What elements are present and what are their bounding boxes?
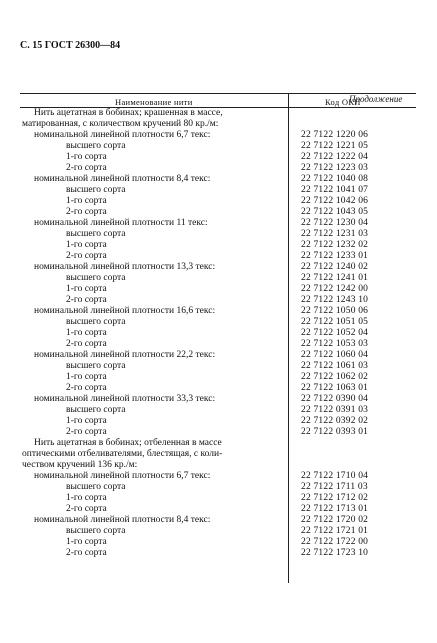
okp-code: 22 7122 1063 01 [301,383,369,393]
okp-code: 22 7122 1231 03 [301,229,369,239]
okp-code: 22 7122 1062 02 [301,372,369,382]
okp-code: 22 7122 1243 10 [301,295,369,305]
grade-label: 2-го сорта [66,295,107,305]
grade-label: 1-го сорта [66,284,107,294]
grade-label: 1-го сорта [66,416,107,426]
okp-code: 22 7122 1721 01 [301,526,369,536]
okp-code: 22 7122 1711 03 [301,482,368,492]
grade-label: 1-го сорта [66,372,107,382]
grade-label: 1-го сорта [66,196,107,206]
grade-label: высшего сорта [66,361,126,371]
okp-code: 22 7122 1060 04 [301,350,369,360]
density-label: номинальной линейной плотности 13,3 текс: [34,262,216,272]
okp-code: 22 7122 1242 00 [301,284,369,294]
okp-code: 22 7122 1052 04 [301,328,369,338]
okp-code: 22 7122 1241 01 [301,273,369,283]
okp-code: 22 7122 1723 10 [301,548,369,558]
grade-label: 2-го сорта [66,207,107,217]
okp-code: 22 7122 1223 03 [301,163,369,173]
okp-code: 22 7122 1710 04 [301,471,369,481]
okp-code: 22 7122 1041 07 [301,185,369,195]
density-label: номинальной линейной плотности 8,4 текс: [34,515,211,525]
grade-label: высшего сорта [66,141,126,151]
okp-code: 22 7122 0393 01 [301,427,369,437]
grade-label: высшего сорта [66,482,126,492]
grade-label: 1-го сорта [66,537,107,547]
grade-label: 2-го сорта [66,427,107,437]
grade-label: 2-го сорта [66,163,107,173]
grade-label: 2-го сорта [66,504,107,514]
grade-label: 1-го сорта [66,328,107,338]
okp-code: 22 7122 1042 06 [301,196,369,206]
grade-label: 2-го сорта [66,339,107,349]
density-label: номинальной линейной плотности 8,4 текс: [34,174,211,184]
okp-code: 22 7122 1053 03 [301,339,369,349]
okp-code: 22 7122 1713 01 [301,504,369,514]
density-label: номинальной линейной плотности 22,2 текс: [34,350,216,360]
okp-code: 22 7122 1220 06 [301,130,369,140]
okp-code: 22 7122 1712 02 [301,493,369,503]
density-label: номинальной линейной плотности 6,7 текс: [34,130,211,140]
grade-label: 2-го сорта [66,251,107,261]
grade-label: высшего сорта [66,185,126,195]
group-heading-line: Нить ацетатная в бобинах; крашенная в массе, [34,108,223,118]
grade-label: 1-го сорта [66,493,107,503]
okp-code: 22 7122 1040 08 [301,174,369,184]
grade-label: высшего сорта [66,317,126,327]
grade-label: высшего сорта [66,526,126,536]
okp-code: 22 7122 0391 03 [301,405,369,415]
density-label: номинальной линейной плотности 33,3 текс: [34,394,216,404]
okp-code: 22 7122 1222 04 [301,152,369,162]
grade-label: 1-го сорта [66,152,107,162]
okp-code: 22 7122 1720 02 [301,515,369,525]
grade-label: 2-го сорта [66,548,107,558]
page-header: С. 15 ГОСТ 26300—84 [20,40,121,51]
continuation-label: Продолжение [349,94,403,104]
okp-code: 22 7122 0390 04 [301,394,369,404]
okp-code: 22 7122 1233 01 [301,251,369,261]
table-top-rule [20,93,416,94]
okp-code: 22 7122 1051 05 [301,317,369,327]
group-heading-line: Нить ацетатная в бобинах; отбеленная в массе [34,438,222,448]
okp-code: 22 7122 1230 04 [301,218,369,228]
grade-label: высшего сорта [66,229,126,239]
okp-code: 22 7122 1221 05 [301,141,369,151]
column-divider [288,93,289,583]
grade-label: 1-го сорта [66,240,107,250]
group-heading-line: оптическими отбеливателями, блестящая, с коли- [22,449,223,459]
density-label: номинальной линейной плотности 11 текс: [34,218,208,228]
okp-code: 22 7122 1043 05 [301,207,369,217]
okp-code: 22 7122 1232 02 [301,240,369,250]
grade-label: 2-го сорта [66,383,107,393]
okp-code: 22 7122 1240 02 [301,262,369,272]
okp-code: 22 7122 1061 03 [301,361,369,371]
okp-code: 22 7122 0392 02 [301,416,369,426]
column-header-name: Наименование нити [115,97,193,107]
group-heading-line: матированная, с количеством кручений 80 кр./м: [22,119,219,129]
column-header-code: Код ОКП [325,97,361,107]
group-heading-line: чеством кручений 136 кр./м: [22,460,138,470]
grade-label: высшего сорта [66,273,126,283]
okp-code: 22 7122 1722 00 [301,537,369,547]
density-label: номинальной линейной плотности 6,7 текс: [34,471,211,481]
density-label: номинальной линейной плотности 16,6 текс: [34,306,216,316]
grade-label: высшего сорта [66,405,126,415]
okp-code: 22 7122 1050 06 [301,306,369,316]
